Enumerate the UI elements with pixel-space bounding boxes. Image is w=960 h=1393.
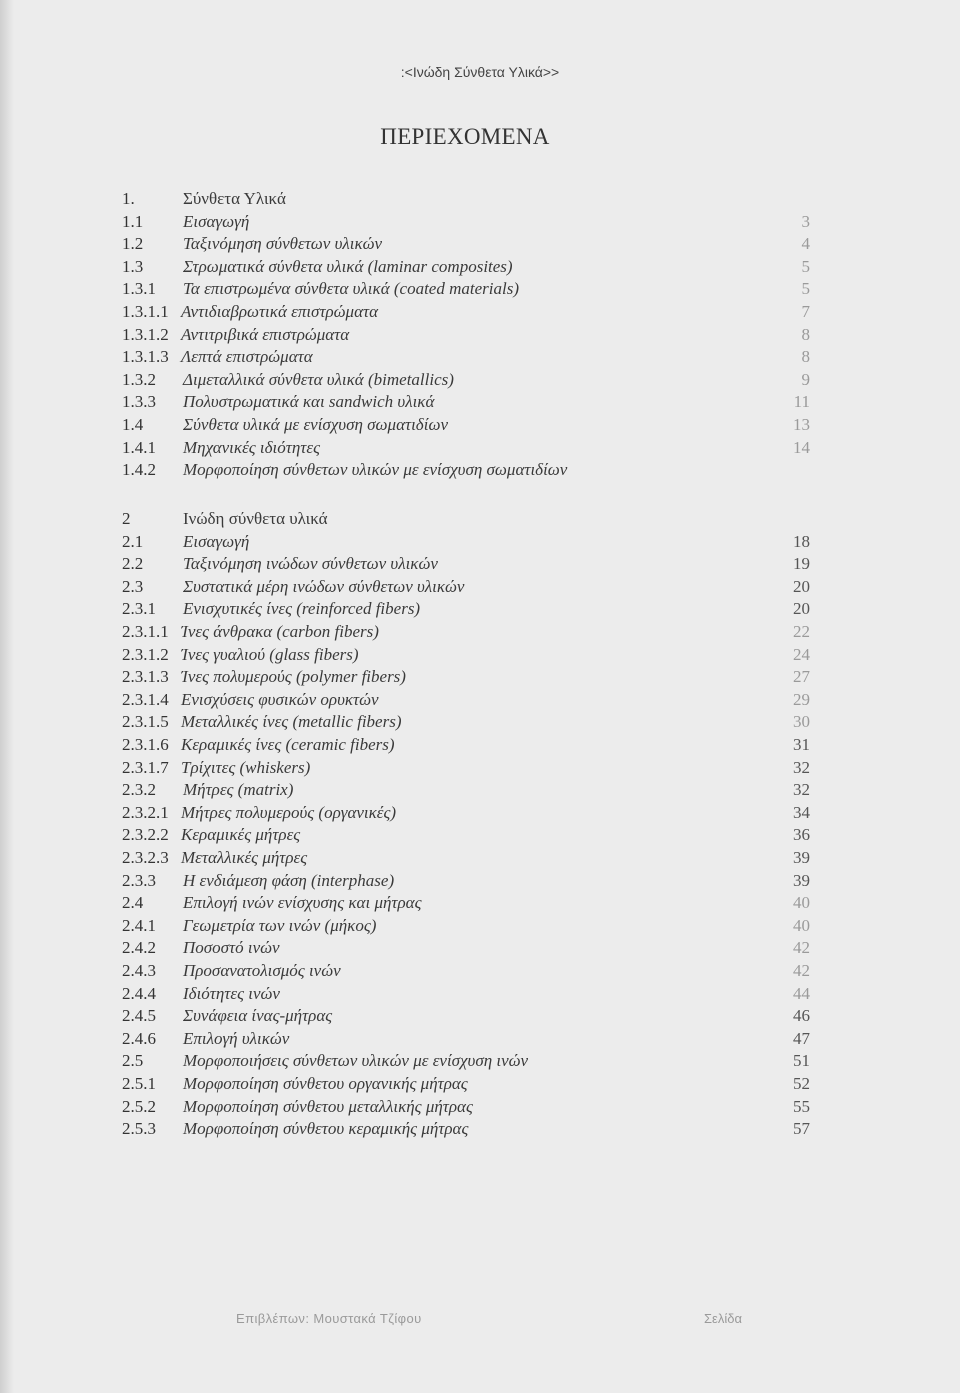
toc-entry-page: 8 <box>801 347 810 367</box>
toc-entry-title: Μορφοποίηση σύνθετων υλικών με ενίσχυση σωματιδίων <box>183 460 568 480</box>
toc-entry-number: 1.4 <box>122 415 144 434</box>
toc-entry-title: Σύνθετα Υλικά <box>183 189 286 208</box>
toc-entry-title: Αντιτριβικά επιστρώματα <box>181 324 350 344</box>
toc-entry-page: 19 <box>793 554 810 574</box>
toc-entry-number: 1.2 <box>122 234 144 254</box>
toc-entry-row <box>0 734 960 756</box>
toc-entry-number: 2.4.6 <box>122 1028 156 1048</box>
toc-entry-page: 14 <box>793 437 810 457</box>
toc-entry-page: 30 <box>793 712 810 732</box>
toc-entry-number: 2.1 <box>122 531 144 551</box>
toc-entry-number: 2.3.2.2 <box>122 825 169 845</box>
toc-entry-number: 1.3.1 <box>122 279 156 299</box>
toc-entry-title: Γεωμετρία των ινών (μήκος) <box>183 915 377 935</box>
toc-entry-row <box>0 892 960 914</box>
toc-entry-title: Τα επιστρωμένα σύνθετα υλικά (coated materials) <box>183 279 519 299</box>
toc-entry-number: 2 <box>122 509 131 528</box>
toc-entry-page: 20 <box>793 576 810 596</box>
toc-entry-number: 2.4.3 <box>122 961 156 980</box>
toc-entry-number: 2.3.1.3 <box>122 667 169 687</box>
toc-entry-page: 36 <box>793 825 810 845</box>
toc-entry-number: 2.4.5 <box>122 1006 156 1026</box>
toc-entry-title: Συνάφεια ίνας-μήτρας <box>183 1006 333 1026</box>
toc-entry-number: 2.3.2 <box>122 780 156 800</box>
toc-entry-title: Αντιδιαβρωτικά επιστρώματα <box>181 302 379 321</box>
toc-entry-title: Μορφοποιήσεις σύνθετων υλικών με ενίσχυση ινών <box>183 1051 529 1071</box>
toc-entry-row <box>0 531 960 553</box>
toc-entry-number: 2.4 <box>122 893 144 913</box>
toc-entry-row <box>0 233 960 255</box>
toc-entry-title: Τρίχιτες (whiskers) <box>181 757 311 777</box>
toc-entry-page: 31 <box>793 735 810 754</box>
toc-entry-row <box>0 983 960 1005</box>
toc-entry-number: 2.5 <box>122 1051 144 1071</box>
toc-entry-page: 5 <box>801 279 810 299</box>
toc-entry-number: 2.3.1.1 <box>122 622 169 641</box>
toc-entry-row <box>0 960 960 982</box>
toc-entry-row <box>0 1073 960 1095</box>
toc-entry-page: 3 <box>801 211 810 231</box>
toc-entry-row <box>0 1096 960 1118</box>
toc-entry-row <box>0 459 960 481</box>
toc-entry-page: 46 <box>793 1006 810 1026</box>
toc-entry-number: 1.3 <box>122 256 144 276</box>
toc-entry-page: 47 <box>793 1028 810 1048</box>
toc-entry-number: 1.3.2 <box>122 369 156 389</box>
toc-entry-number: 2.3.1.5 <box>122 712 169 732</box>
toc-entry-row <box>0 757 960 779</box>
toc-entry-number: 2.3.1.7 <box>122 757 169 777</box>
toc-entry-page: 42 <box>793 961 810 980</box>
toc-entry-row <box>0 1028 960 1050</box>
toc-entry-row <box>0 256 960 278</box>
toc-entry-page: 57 <box>793 1119 810 1139</box>
toc-entry-number: 2.4.4 <box>122 983 156 1003</box>
toc-entry-page: 40 <box>793 893 810 913</box>
toc-entry-row <box>0 324 960 346</box>
toc-entry-number: 1.4.2 <box>122 460 156 480</box>
toc-entry-row <box>0 1118 960 1140</box>
toc-entry-title: Ταξινόμηση σύνθετων υλικών <box>183 234 383 254</box>
toc-entry-title: Επιλογή υλικών <box>183 1028 290 1048</box>
toc-entry-title: Πολυστρωματικά και sandwich υλικά <box>183 392 435 412</box>
toc-entry-title: Εισαγωγή <box>183 531 250 551</box>
toc-entry-number: 1.1 <box>122 211 144 231</box>
toc-entry-row <box>0 369 960 391</box>
toc-entry-page: 27 <box>793 667 810 687</box>
toc-entry-number: 2.5.3 <box>122 1119 156 1139</box>
toc-entry-row <box>0 666 960 688</box>
toc-chapter-row <box>0 188 960 210</box>
toc-entry-page: 18 <box>793 531 810 551</box>
footer-left-text: Επιβλέπων: Μουστακά Τζίφου <box>236 1311 422 1326</box>
toc-entry-title: Ταξινόμηση ινώδων σύνθετων υλικών <box>183 554 438 574</box>
toc-entry-row <box>0 598 960 620</box>
toc-entry-page: 39 <box>793 848 810 867</box>
toc-chapter-row <box>0 508 960 530</box>
toc-entry-row <box>0 644 960 666</box>
toc-entry-row <box>0 1005 960 1027</box>
toc-entry-title: Επιλογή ινών ενίσχυσης και μήτρας <box>183 893 422 913</box>
toc-entry-row <box>0 437 960 459</box>
toc-entry-number: 1.3.1.3 <box>122 347 169 367</box>
toc-entry-page: 4 <box>801 234 810 254</box>
page-footer <box>0 1311 960 1333</box>
toc-entry-page: 5 <box>801 256 810 276</box>
toc-entry-title: Μορφοποίηση σύνθετου μεταλλικής μήτρας <box>183 1096 473 1116</box>
toc-entry-row <box>0 689 960 711</box>
toc-entry-page: 20 <box>793 599 810 619</box>
toc-entry-number: 1. <box>122 189 135 208</box>
toc-entry-page: 24 <box>793 644 810 664</box>
toc-entry-page: 13 <box>793 415 810 434</box>
toc-entry-row <box>0 915 960 937</box>
toc-entry-number: 1.3.1.1 <box>122 302 169 321</box>
toc-entry-title: Μεταλλικές ίνες (metallic fibers) <box>181 712 402 732</box>
toc-entry-number: 2.3.1.2 <box>122 644 169 664</box>
toc-entry-row <box>0 414 960 436</box>
toc-entry-row <box>0 802 960 824</box>
toc-entry-page: 39 <box>793 870 810 890</box>
toc-entry-number: 1.4.1 <box>122 437 156 457</box>
toc-entry-title: Μήτρες (matrix) <box>183 780 294 800</box>
toc-entry-title: Ιδιότητες ινών <box>183 983 280 1003</box>
toc-entry-row <box>0 278 960 300</box>
toc-entry-title: Ίνες άνθρακα (carbon fibers) <box>181 622 379 641</box>
toc-entry-title: Λεπτά επιστρώματα <box>181 347 313 367</box>
toc-entry-title: Προσανατολισμός ινών <box>183 961 341 980</box>
toc-entry-title: Ενισχυτικές ίνες (reinforced fibers) <box>183 599 421 619</box>
toc-heading: ΠΕΡΙΕΧΟΜΕΝΑ <box>380 124 550 149</box>
toc-entry-title: Η ενδιάμεση φάση (interphase) <box>183 870 395 890</box>
toc-entry-number: 2.3.2.3 <box>122 848 169 867</box>
toc-entry-title: Μήτρες πολυμερούς (οργανικές) <box>181 802 397 822</box>
toc-entry-row <box>0 553 960 575</box>
toc-entry-number: 2.5.1 <box>122 1074 156 1093</box>
toc-entry-title: Μεταλλικές μήτρες <box>181 848 308 867</box>
toc-entry-row <box>0 711 960 733</box>
toc-entry-page: 34 <box>793 802 810 822</box>
toc-entry-page: 29 <box>793 689 810 709</box>
toc-entry-number: 2.3 <box>122 576 144 596</box>
toc-entry-page: 55 <box>793 1096 810 1116</box>
toc-entry-title: Ποσοστό ινών <box>183 938 280 958</box>
toc-entry-page: 42 <box>793 938 810 958</box>
toc-entry-title: Εισαγωγή <box>183 211 250 231</box>
toc-entry-page: 11 <box>793 392 810 412</box>
toc-entry-row <box>0 346 960 368</box>
toc-entry-number: 2.3.2.1 <box>122 802 169 822</box>
toc-entry-number: 2.2 <box>122 554 144 574</box>
toc-entry-title: Κεραμικές μήτρες <box>181 825 301 845</box>
toc-entry-number: 1.3.1.2 <box>122 324 169 344</box>
toc-entry-page: 9 <box>801 369 810 389</box>
toc-entry-row <box>0 824 960 846</box>
toc-entry-row <box>0 301 960 323</box>
toc-entry-title: Ίνες πολυμερούς (polymer fibers) <box>181 667 406 687</box>
toc-entry-title: Ίνες γυαλιού (glass fibers) <box>181 644 359 664</box>
toc-entry-number: 2.3.3 <box>122 870 156 890</box>
toc-entry-row <box>0 621 960 643</box>
toc-entry-page: 8 <box>801 324 810 344</box>
toc-entry-number: 1.3.3 <box>122 392 156 412</box>
toc-entry-title: Ενισχύσεις φυσικών ορυκτών <box>181 689 379 709</box>
toc-entry-page: 32 <box>793 757 810 777</box>
toc-entry-title: Διμεταλλικά σύνθετα υλικά (bimetallics) <box>183 369 454 389</box>
toc-entry-row <box>0 870 960 892</box>
toc-entry-row <box>0 576 960 598</box>
toc-entry-title: Κεραμικές ίνες (ceramic fibers) <box>181 735 395 754</box>
toc-entry-title: Σύνθετα υλικά με ενίσχυση σωματιδίων <box>183 415 448 434</box>
toc-entry-page: 52 <box>793 1074 810 1093</box>
footer-page-label: Σελίδα <box>704 1311 742 1326</box>
toc-entry-row <box>0 211 960 233</box>
toc-entry-page: 7 <box>801 302 810 321</box>
toc-entry-number: 2.4.2 <box>122 938 156 958</box>
toc-entry-number: 2.5.2 <box>122 1096 156 1116</box>
toc-entry-page: 51 <box>793 1051 810 1071</box>
toc-entry-number: 2.3.1 <box>122 599 156 619</box>
toc-entry-number: 2.3.1.6 <box>122 735 169 754</box>
toc-entry-page: 22 <box>793 622 810 641</box>
toc-entry-number: 2.4.1 <box>122 915 156 935</box>
toc-entry-row <box>0 1050 960 1072</box>
toc-entry-number: 2.3.1.4 <box>122 689 169 709</box>
toc-entry-title: Στρωματικά σύνθετα υλικά (laminar composites) <box>183 256 513 276</box>
toc-entry-page: 44 <box>793 983 810 1003</box>
toc-entry-page: 40 <box>793 915 810 935</box>
toc-entry-title: Ινώδη σύνθετα υλικά <box>183 509 328 528</box>
toc-entry-row <box>0 847 960 869</box>
document-header-title: :<Ινώδη Σύνθετα Υλικά>> <box>400 64 560 80</box>
toc-entry-title: Συστατικά μέρη ινώδων σύνθετων υλικών <box>183 576 465 596</box>
toc-entry-row <box>0 391 960 413</box>
toc-entry-row <box>0 937 960 959</box>
toc-entry-title: Μηχανικές ιδιότητες <box>183 437 320 457</box>
toc-entry-page: 32 <box>793 780 810 800</box>
toc-entry-row <box>0 779 960 801</box>
toc-entry-title: Μορφοποίηση σύνθετου κεραμικής μήτρας <box>183 1119 469 1139</box>
toc-entry-title: Μορφοποίηση σύνθετου οργανικής μήτρας <box>183 1074 468 1093</box>
